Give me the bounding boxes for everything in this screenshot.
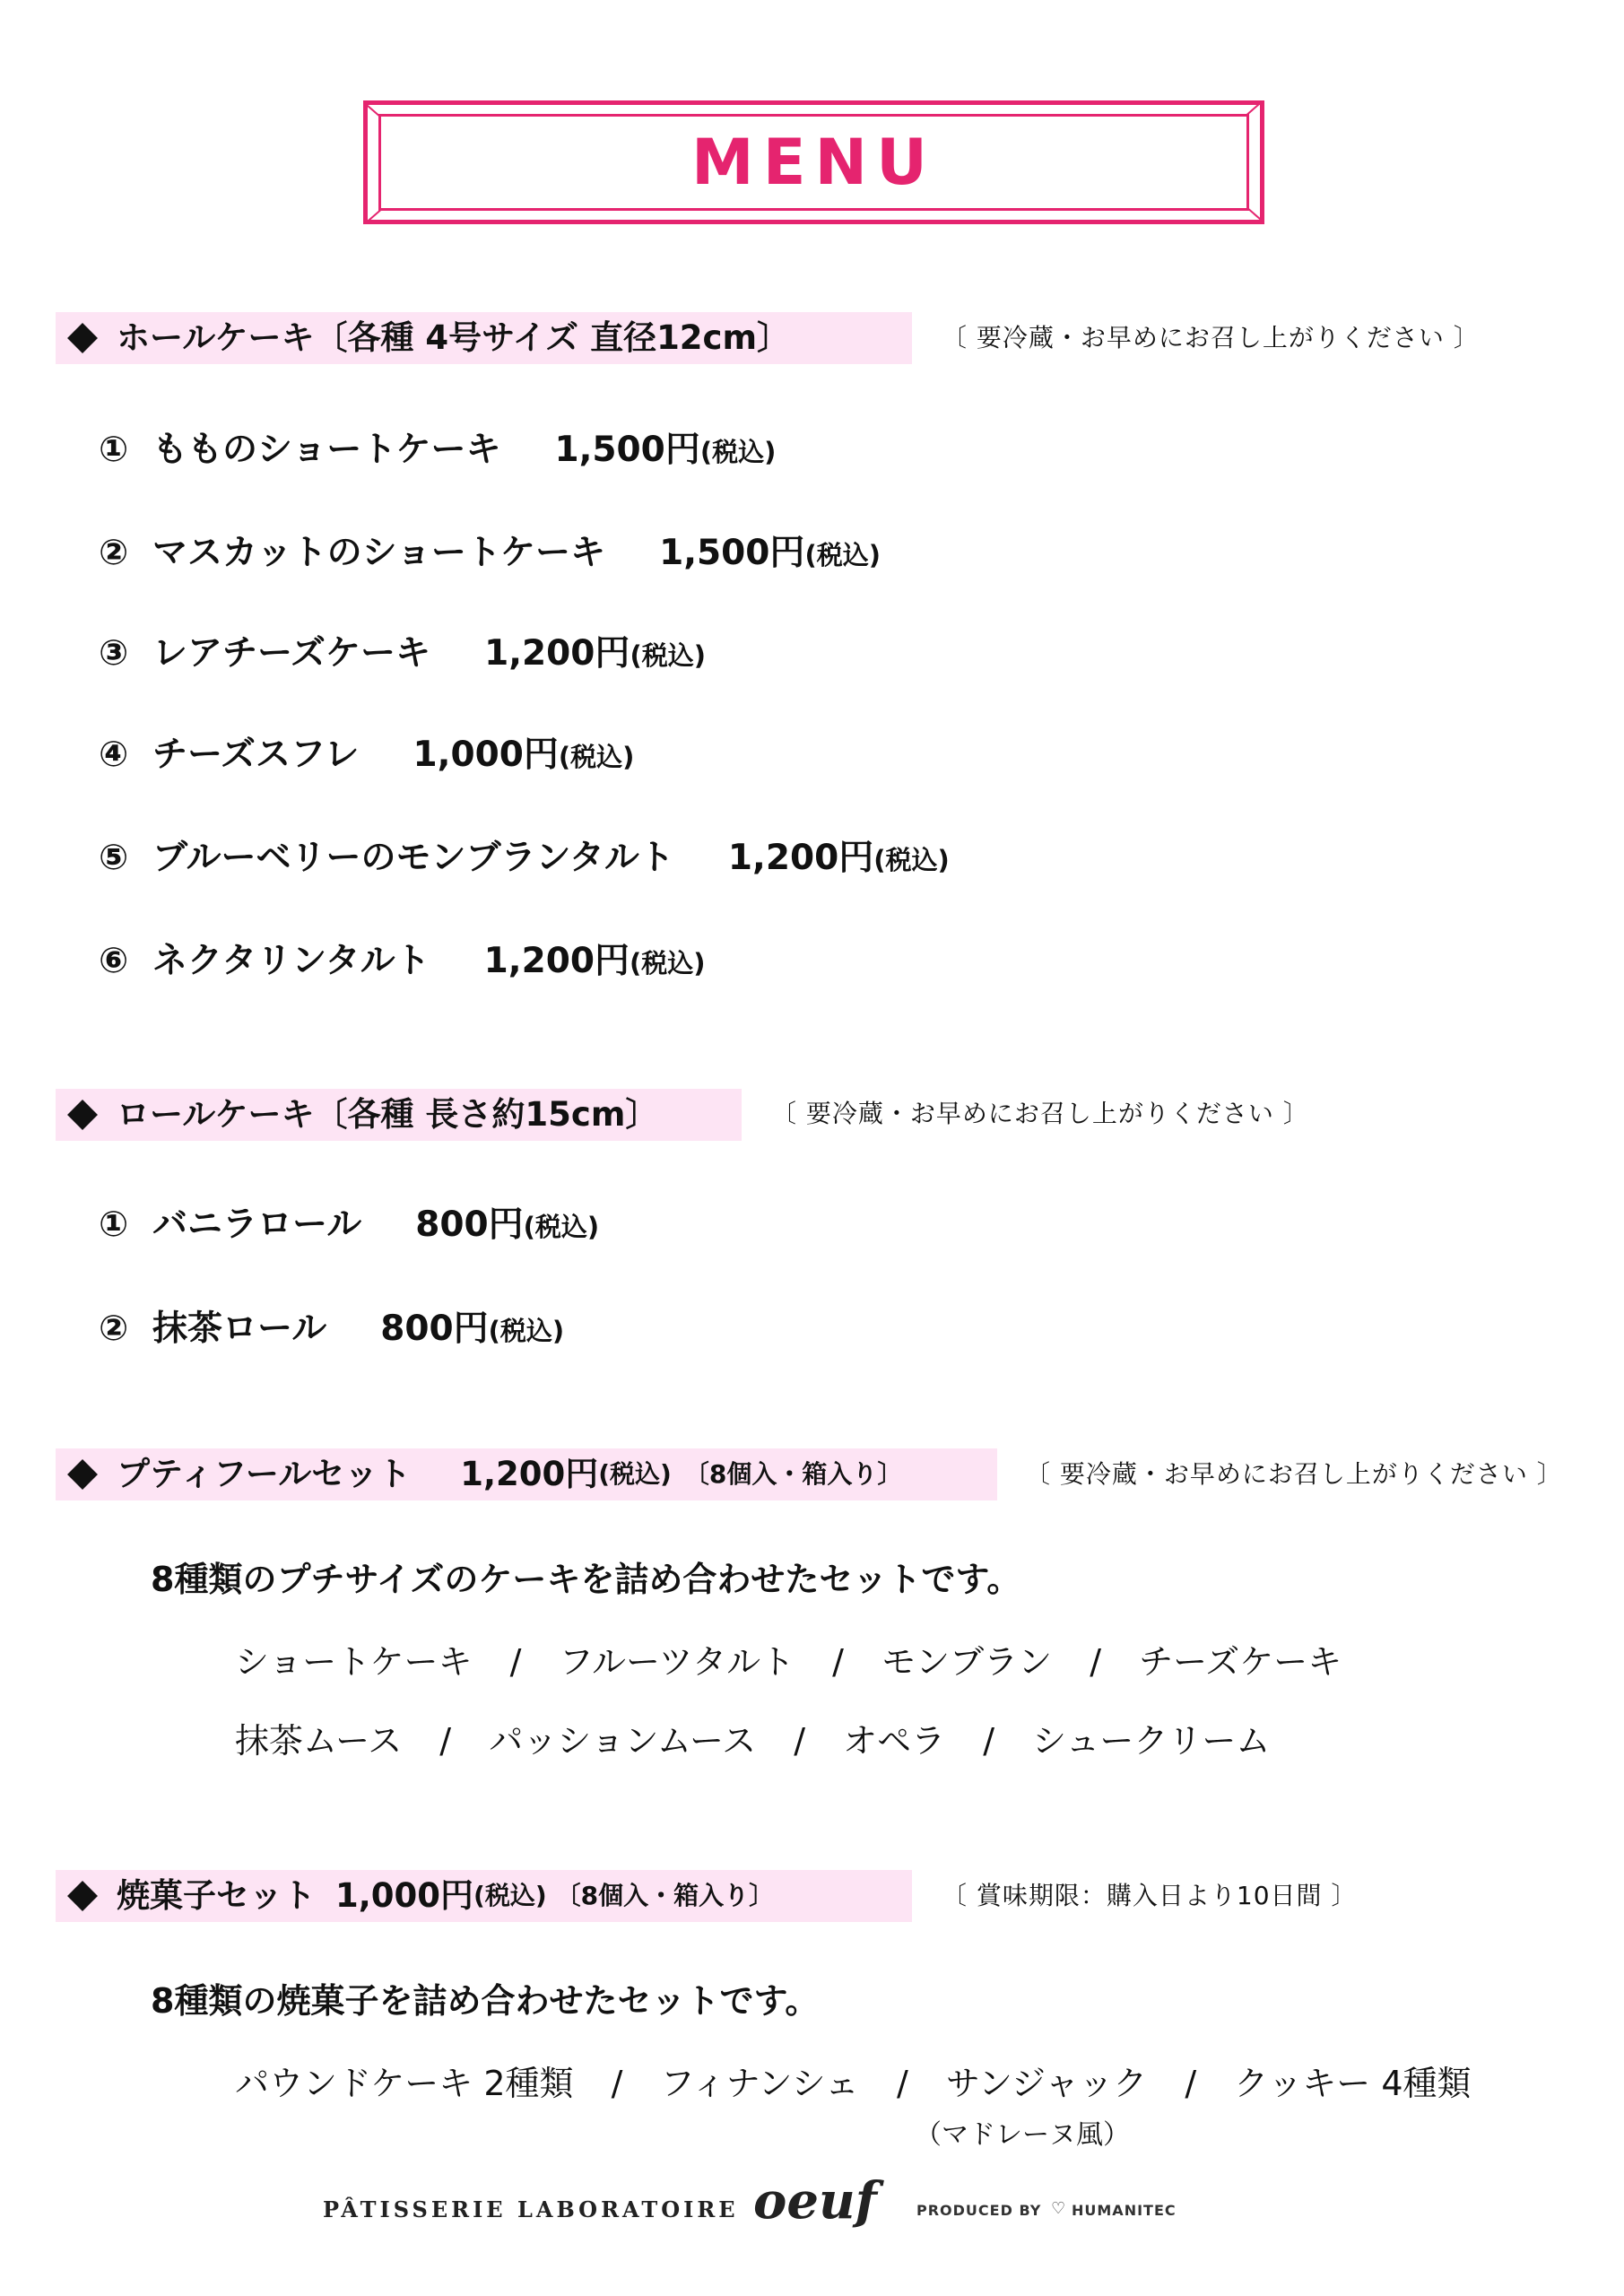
note-whole: 〔 要冷蔵・お早めにお召し上がりください 〕 <box>942 323 1480 352</box>
item-price: 1,000円 <box>413 735 559 775</box>
item-price: 1,200円 <box>727 838 874 878</box>
item-tax: (税込) <box>488 1316 565 1346</box>
header-price: 1,200円 <box>460 1455 599 1493</box>
list-item: シュークリーム <box>1032 1721 1271 1761</box>
menu-item <box>99 830 950 880</box>
section-title-baked: 焼菓子セット <box>117 1876 316 1915</box>
item-name: マスカットのショートケーキ <box>152 533 606 573</box>
item-name: チーズスフレ <box>152 735 360 775</box>
item-price: 1,200円 <box>484 633 630 674</box>
separator: / <box>611 2064 623 2103</box>
header-tax: (税込) <box>473 1881 547 1910</box>
separator: / <box>1090 1642 1101 1682</box>
menu-item <box>99 933 706 983</box>
item-number: ③ <box>99 633 129 674</box>
section-header-petit <box>63 1448 902 1500</box>
header-price: 1,000円 <box>335 1876 474 1915</box>
item-tax: (税込) <box>630 640 706 671</box>
item-name: ネクタリンタルト <box>152 941 430 981</box>
section-title-whole: ホールケーキ〔各種 4号サイズ 直径12cm〕 <box>117 318 791 357</box>
item-number: ② <box>99 533 129 573</box>
item-tax: (税込) <box>699 437 777 467</box>
list-item: モンブラン <box>881 1642 1053 1682</box>
brand-logo: oeuf <box>753 2171 877 2231</box>
list-item: 抹茶ムース <box>235 1721 403 1761</box>
list-item: ショートケーキ <box>235 1642 473 1682</box>
company-name: HUMANITEC <box>1072 2202 1177 2219</box>
header-tax: (税込) <box>598 1459 672 1489</box>
separator: / <box>439 1721 452 1761</box>
page-title: MENU <box>691 126 936 199</box>
menu-item <box>99 422 776 472</box>
note-roll: 〔 要冷蔵・お早めにお召し上がりください 〕 <box>771 1099 1309 1128</box>
baked-list-row-1 <box>235 2056 1472 2105</box>
footer-logo-strip <box>314 2171 1336 2241</box>
item-name: ブルーベリーのモンブランタルト <box>152 838 674 878</box>
header-pack: 〔8個入・箱入り〕 <box>555 1881 775 1910</box>
section-title-roll: ロールケーキ〔各種 長さ約15cm〕 <box>117 1095 659 1134</box>
note-petit: 〔 要冷蔵・お早めにお召し上がりください 〕 <box>1025 1459 1563 1489</box>
separator: / <box>832 1642 844 1682</box>
list-item: チーズケーキ <box>1139 1642 1342 1682</box>
separator: / <box>983 1721 995 1761</box>
title-frame-inner <box>378 114 1249 211</box>
item-number: ② <box>99 1309 129 1349</box>
item-price: 800円 <box>415 1205 524 1245</box>
list-item: オペラ <box>843 1721 946 1761</box>
section-header-roll <box>63 1089 658 1141</box>
diamond-icon <box>67 1881 98 1911</box>
list-item: フィナンシェ <box>660 2064 859 2103</box>
section-header-whole <box>63 312 790 364</box>
item-number: ④ <box>99 735 129 775</box>
diamond-icon <box>67 1100 98 1130</box>
header-pack: 〔8個入・箱入り〕 <box>683 1459 903 1489</box>
item-number: ① <box>99 1205 129 1245</box>
item-price: 1,500円 <box>554 430 700 470</box>
produced-by-label: PRODUCED BY <box>916 2202 1042 2219</box>
item-number: ① <box>99 430 129 470</box>
list-item: パウンドケーキ 2種類 <box>235 2064 574 2103</box>
separator: / <box>509 1642 522 1682</box>
note-baked: 〔 賞味期限：購入日より10日間 〕 <box>942 1881 1358 1910</box>
menu-item <box>99 625 706 675</box>
item-tax: (税込) <box>804 540 881 570</box>
baked-sub-note: （マドレーヌ風） <box>915 2119 1130 2151</box>
item-name: 抹茶ロール <box>152 1309 327 1349</box>
item-price: 800円 <box>380 1309 489 1349</box>
item-tax: (税込) <box>630 948 706 978</box>
menu-item <box>99 726 634 777</box>
item-price: 1,200円 <box>483 941 630 981</box>
diamond-icon <box>67 323 98 353</box>
separator: / <box>1185 2064 1197 2103</box>
petit-description: 8種類のプチサイズのケーキを詰め合わせたセットです。 <box>151 1560 1021 1599</box>
item-number: ⑥ <box>99 941 129 981</box>
menu-item <box>99 525 881 575</box>
menu-item <box>99 1300 564 1351</box>
item-tax: (税込) <box>558 742 635 772</box>
separator: / <box>794 1721 806 1761</box>
diamond-icon <box>67 1459 98 1490</box>
brand-name: PÂTISSERIE LABORATOIRE <box>323 2196 739 2222</box>
list-item: パッションムース <box>489 1721 757 1761</box>
baked-description: 8種類の焼菓子を詰め合わせたセットです。 <box>151 1981 820 2021</box>
item-price: 1,500円 <box>659 533 805 573</box>
item-name: レアチーズケーキ <box>152 633 431 674</box>
list-item: クッキー 4種類 <box>1234 2064 1472 2103</box>
section-header-baked <box>63 1870 774 1922</box>
menu-item <box>99 1196 599 1247</box>
item-tax: (税込) <box>523 1212 600 1242</box>
list-item: サンジャック <box>945 2064 1148 2103</box>
item-name: バニラロール <box>152 1205 362 1245</box>
section-title-petit: プティフールセット <box>117 1455 412 1493</box>
item-tax: (税込) <box>873 845 950 875</box>
item-name: もものショートケーキ <box>152 430 501 470</box>
item-number: ⑤ <box>99 838 129 878</box>
separator: / <box>896 2064 908 2103</box>
petit-list-row-1 <box>235 1634 1342 1683</box>
petit-list-row-2 <box>235 1713 1270 1762</box>
list-item: フルーツタルト <box>559 1642 795 1682</box>
heart-outline-icon: ♡ <box>1051 2199 1066 2218</box>
